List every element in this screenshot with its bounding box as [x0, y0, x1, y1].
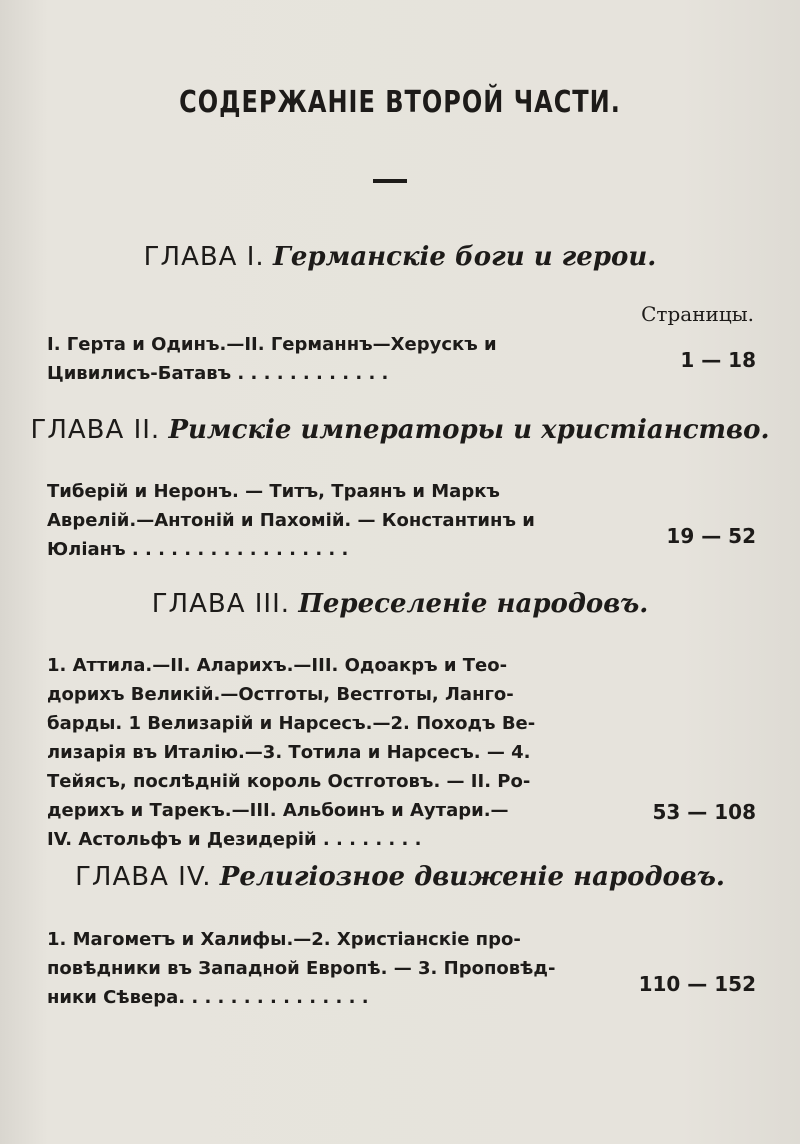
- chapter-1-number: ГЛАВА I.: [143, 242, 265, 272]
- chapter-4-heading: [0, 862, 800, 892]
- chapter-2-heading: [0, 415, 800, 445]
- contents-line: ники Сѣвера. . . . . . . . . . . . . . .: [47, 987, 369, 1008]
- chapter-3-number: ГЛАВА III.: [151, 589, 291, 619]
- chapter-3-pages: 53 — 108: [652, 800, 756, 824]
- chapter-1-title: Германскіе боги и герои.: [272, 242, 657, 272]
- contents-line: барды. 1 Велизарій и Нарсесъ.—2. Походъ Ве-: [47, 713, 536, 734]
- contents-line: Цивилисъ-Батавъ . . . . . . . . . . . .: [47, 363, 389, 384]
- chapter-4-pages: 110 — 152: [638, 972, 756, 996]
- chapter-3-heading: [0, 589, 800, 619]
- contents-line: дерихъ и Тарекъ.—III. Альбоинъ и Аутари.—: [47, 800, 509, 821]
- chapter-4-title: Религіозное движеніе народовъ.: [219, 862, 725, 892]
- pages-column-header: Страницы.: [641, 302, 754, 326]
- contents-line: Юліанъ . . . . . . . . . . . . . . . . .: [47, 539, 349, 560]
- chapter-1-contents: [47, 330, 607, 388]
- contents-line: I. Герта и Одинъ.—II. Германнъ—Херускъ и: [47, 334, 497, 355]
- contents-line: Тиберій и Неронъ. — Титъ, Траянъ и Маркъ: [47, 481, 500, 502]
- contents-line: повѣдники въ Западной Европѣ. — 3. Проповѣд-: [47, 958, 556, 979]
- chapter-2-contents: [47, 477, 607, 564]
- contents-line: лизарія въ Италію.—3. Тотила и Нарсесъ. — 4.: [47, 742, 531, 763]
- contents-line: Тейясъ, послѣдній король Остготовъ. — II. Ро-: [47, 771, 531, 792]
- contents-line: IV. Астольфъ и Дезидерій . . . . . . . .: [47, 829, 422, 850]
- contents-line: 1. Аттила.—II. Аларихъ.—III. Одоакръ и Тео-: [47, 655, 508, 676]
- contents-line: дорихъ Великій.—Остготы, Вестготы, Ланго-: [47, 684, 514, 705]
- contents-line: 1. Магометъ и Халифы.—2. Христіанскіе про-: [47, 929, 521, 950]
- chapter-1-heading: [0, 242, 800, 272]
- contents-line: Аврелій.—Антоній и Пахомій. — Константинъ и: [47, 510, 535, 531]
- chapter-4-contents: [47, 925, 607, 1012]
- chapter-4-number: ГЛАВА IV.: [75, 862, 212, 892]
- chapter-2-number: ГЛАВА II.: [30, 415, 161, 445]
- page-title: СОДЕРЖАНІЕ ВТОРОЙ ЧАСТИ.: [179, 84, 621, 120]
- chapter-2-pages: 19 — 52: [666, 524, 756, 548]
- chapter-2-title: Римскіе императоры и христіанство.: [168, 415, 770, 445]
- chapter-3-title: Переселеніе народовъ.: [298, 589, 649, 619]
- title-rule: [373, 179, 407, 183]
- chapter-3-contents: [47, 651, 607, 854]
- chapter-1-pages: 1 — 18: [680, 348, 756, 372]
